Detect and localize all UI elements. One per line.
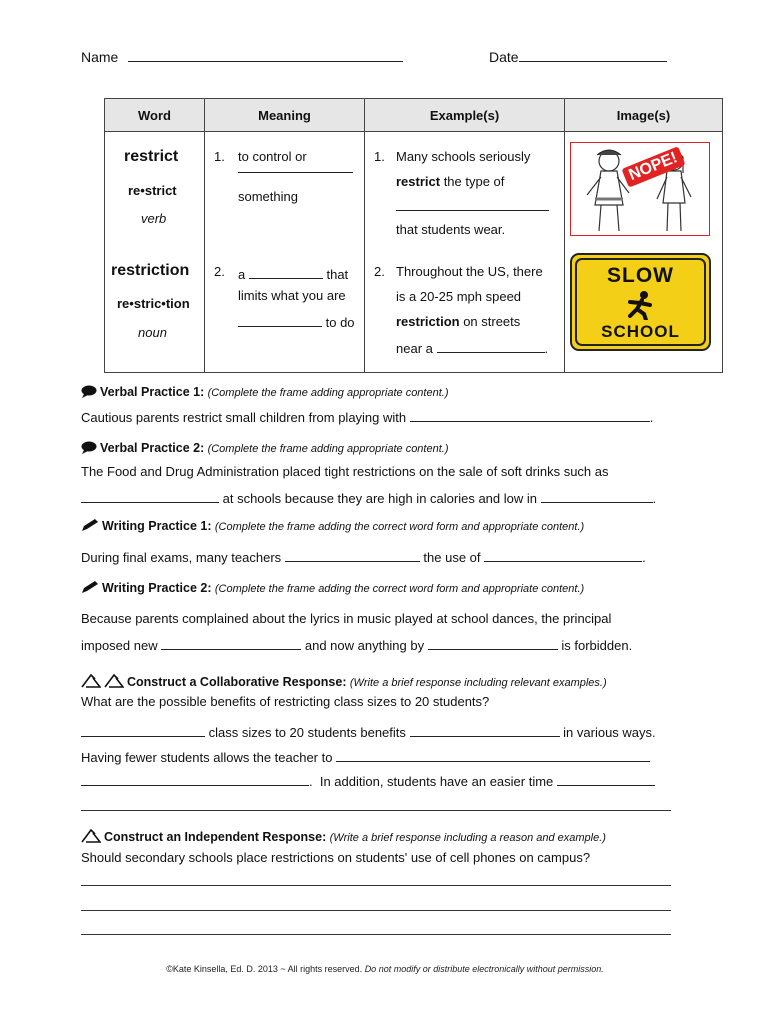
example-2-text-b: is a 20-25 mph speed <box>396 289 522 304</box>
speech-bubble-icon <box>81 441 97 454</box>
collab-blank-a[interactable] <box>81 722 205 737</box>
word-cell <box>105 132 205 373</box>
meaning-number-1: 1. <box>214 149 225 164</box>
word-restriction: restriction <box>111 262 190 279</box>
example-number-2: 2. <box>374 264 385 279</box>
independent-answer-line[interactable] <box>81 885 671 886</box>
collab-blank-b[interactable] <box>410 722 560 737</box>
writing-2-blank-b[interactable] <box>428 635 558 650</box>
example-2-line-c: restriction on streets <box>396 314 521 329</box>
header-images: Image(s) <box>565 99 723 132</box>
collab-blank-c[interactable] <box>336 747 650 762</box>
pos-noun: noun <box>138 325 167 340</box>
vocabulary-table <box>104 98 723 373</box>
sign-top-text: SLOW <box>607 264 674 287</box>
example-number-1: 1. <box>374 149 385 164</box>
pencil-icon <box>81 580 99 594</box>
independent-icon <box>81 829 101 843</box>
independent-question: Should secondary schools place restrictions on students' use of cell phones on campus? <box>81 850 591 865</box>
writing-2-blank-a[interactable] <box>161 635 301 650</box>
writing-1-blank-a[interactable] <box>285 547 420 562</box>
writing-practice-2-heading: Writing Practice 2: (Complete the frame adding the correct word form and appropriate content.) <box>81 580 584 595</box>
verbal-practice-2-heading: Verbal Practice 2: (Complete the frame adding appropriate content.) <box>81 441 449 455</box>
writing-practice-2-line-1: Because parents complained about the lyrics in music played at school dances, the principal <box>81 611 612 626</box>
example-2-line-d: near a . <box>396 338 548 356</box>
example-2-text-a: Throughout the US, there <box>396 264 543 279</box>
verbal-2-blank-a[interactable] <box>81 488 219 503</box>
slow-school-sign <box>570 253 711 351</box>
verbal-practice-1-heading: Verbal Practice 1: (Complete the frame adding appropriate content.) <box>81 385 449 399</box>
collaborative-question: What are the possible benefits of restricting class sizes to 20 students? <box>81 694 490 709</box>
verbal-2-blank-b[interactable] <box>541 488 653 503</box>
syllables-restriction: re•stric•tion <box>117 296 190 311</box>
meaning-1-text-b: something <box>238 189 298 204</box>
meaning-2-text-b: limits what you are <box>238 288 346 303</box>
dress-code-illustration <box>570 142 710 236</box>
collab-answer-line[interactable] <box>81 810 671 811</box>
writing-practice-1-line: During final exams, many teachers the use of . <box>81 547 646 565</box>
writing-practice-1-heading: Writing Practice 1: (Complete the frame adding the correct word form and appropriate content.) <box>81 518 584 533</box>
date-label: Date <box>489 47 667 65</box>
example-1-text-c: that students wear. <box>396 222 506 237</box>
writing-1-blank-b[interactable] <box>484 547 642 562</box>
collaborative-response-heading: Construct a Collaborative Response: (Write a brief response including relevant examples.) <box>81 674 607 689</box>
collab-blank-d[interactable] <box>81 771 309 786</box>
name-field[interactable] <box>128 47 403 62</box>
collaborate-icon <box>81 674 101 688</box>
header-examples: Example(s) <box>365 99 565 132</box>
example-2-blank[interactable] <box>437 338 545 353</box>
collaborative-line-3: . In addition, students have an easier time <box>81 771 655 789</box>
collab-blank-e[interactable] <box>557 771 655 786</box>
independent-answer-line[interactable] <box>81 934 671 935</box>
verbal-practice-2-line-2: at schools because they are high in calories and low in . <box>81 488 656 506</box>
sign-bottom-text: SCHOOL <box>601 322 680 341</box>
verbal-1-blank[interactable] <box>410 407 650 422</box>
meaning-1-text-a: to control or <box>238 149 307 164</box>
verbal-practice-1-line: Cautious parents restrict small children from playing with . <box>81 407 653 425</box>
date-field[interactable] <box>519 47 667 62</box>
collaborative-line-1: class sizes to 20 students benefits in various ways. <box>81 722 656 740</box>
example-1-line-b: restrict the type of <box>396 174 505 189</box>
running-child-icon <box>622 290 658 320</box>
nope-label: NOPE! <box>621 146 685 187</box>
collaborative-line-2: Having fewer students allows the teacher to <box>81 747 650 765</box>
meaning-2-blank-a[interactable] <box>249 264 323 279</box>
examples-cell <box>365 132 565 373</box>
collaborate-icon <box>104 674 124 688</box>
students-icon <box>571 143 709 235</box>
verbal-practice-2-line-1: The Food and Drug Administration placed tight restrictions on the sale of soft drinks such as <box>81 464 609 479</box>
independent-answer-line[interactable] <box>81 910 671 911</box>
syllables-restrict: re•strict <box>128 183 177 198</box>
word-restrict: restrict <box>124 148 179 165</box>
meaning-2-blank-c[interactable] <box>238 312 322 327</box>
images-cell <box>565 132 723 373</box>
pos-verb: verb <box>141 211 167 226</box>
copyright-footer: ©Kate Kinsella, Ed. D. 2013 ~ All rights reserved. Do not modify or distribute electronically without permission. <box>166 964 604 974</box>
header-meaning: Meaning <box>205 99 365 132</box>
meaning-1-blank[interactable] <box>238 158 353 173</box>
meaning-cell <box>205 132 365 373</box>
header-word: Word <box>105 99 205 132</box>
example-1-text-a: Many schools seriously <box>396 149 531 164</box>
table-header-row <box>105 99 723 132</box>
speech-bubble-icon <box>81 385 97 398</box>
table-row <box>105 132 723 373</box>
writing-practice-2-line-2: imposed new and now anything by is forbidden. <box>81 635 632 653</box>
pencil-icon <box>81 518 99 532</box>
meaning-2-line-a: a that <box>238 264 348 282</box>
example-1-blank[interactable] <box>396 196 549 211</box>
independent-response-heading: Construct an Independent Response: (Write a brief response including a reason and example.) <box>81 829 606 844</box>
name-label: Name <box>81 47 403 65</box>
meaning-2-line-c: to do <box>238 312 355 330</box>
meaning-number-2: 2. <box>214 264 225 279</box>
